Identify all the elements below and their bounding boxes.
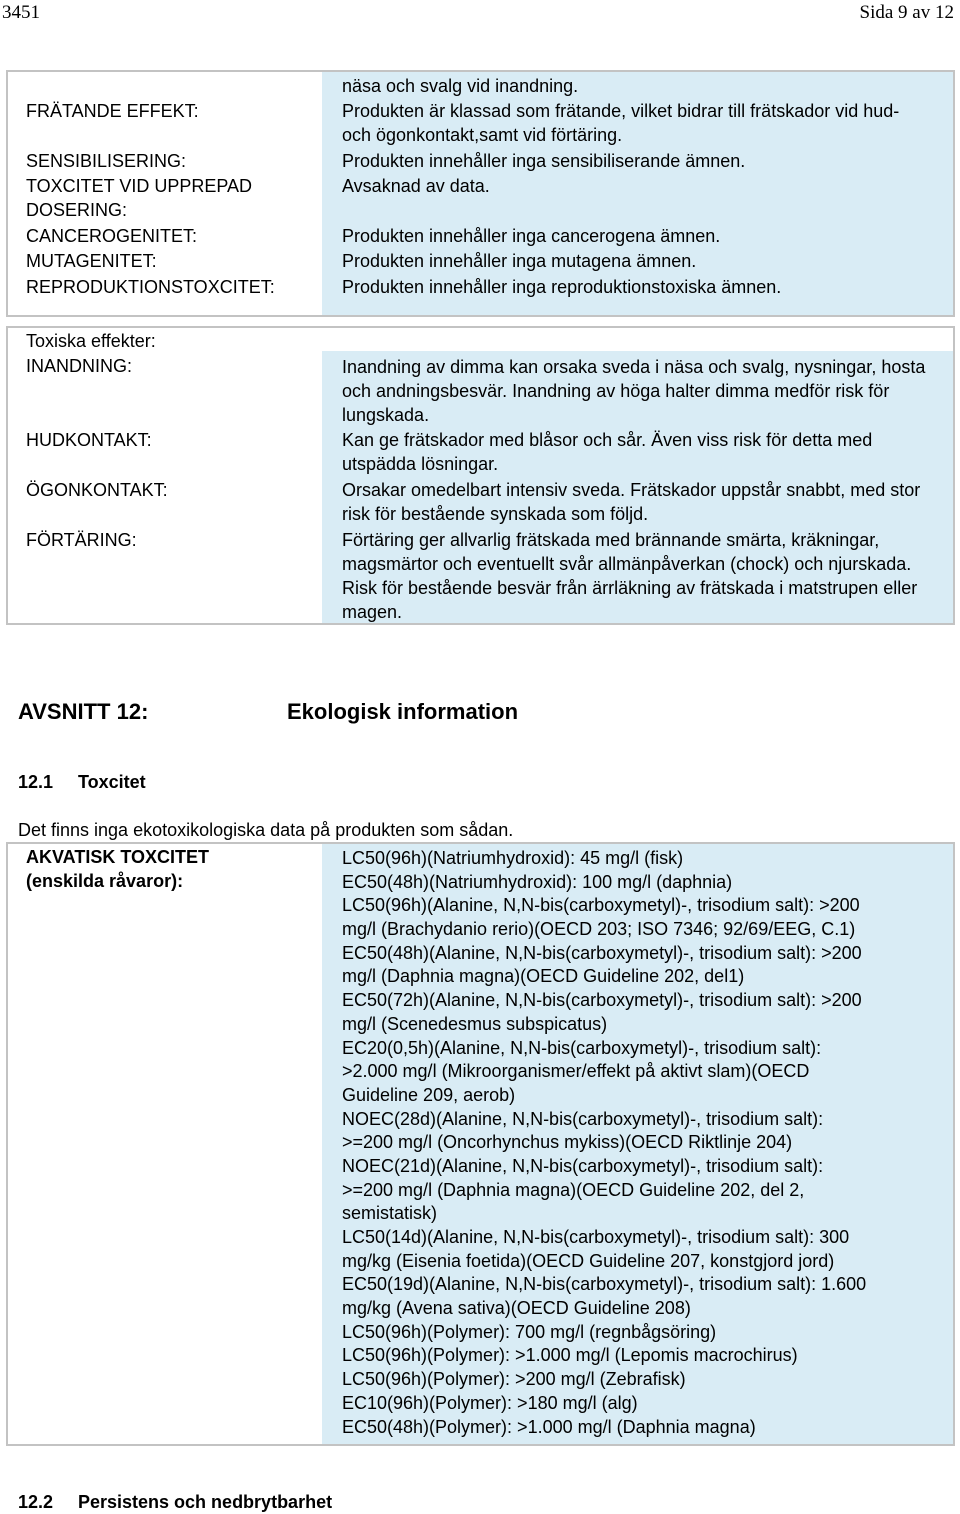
aquatic-label-sub: (enskilda råvaror): bbox=[26, 871, 184, 891]
row-value-inhalation: Inandning av dimma kan orsaka sveda i näsa och svalg, nysningar, hosta och andningsbesvär. Inandning av höga halter dimma medför risk för lungskada. bbox=[342, 357, 926, 425]
row-label-eye-contact: ÖGONKONTAKT: bbox=[26, 480, 168, 500]
aquatic-value-line: EC50(48h)(Alanine, N,N-bis(carboxymetyl)-, trisodium salt): >200 bbox=[342, 942, 862, 963]
section-number: AVSNITT 12: bbox=[18, 699, 149, 724]
row-value-skin-contact: Kan ge frätskador med blåsor och sår. Även viss risk för detta med utspädda lösningar. bbox=[342, 430, 873, 474]
aquatic-value-line: EC10(96h)(Polymer): >180 mg/l (alg) bbox=[342, 1392, 638, 1413]
document-number: 3451 bbox=[2, 2, 40, 23]
aquatic-value-line: mg/kg (Avena sativa)(OECD Guideline 208) bbox=[342, 1298, 691, 1319]
aquatic-value-line: mg/l (Scenedesmus subspicatus) bbox=[342, 1013, 608, 1034]
subsection-title: Toxcitet bbox=[78, 772, 146, 792]
aquatic-value-line: LC50(14d)(Alanine, N,N-bis(carboxymetyl)-, trisodium salt): 300 bbox=[342, 1227, 850, 1247]
aquatic-value-line: NOEC(21d)(Alanine, N,N-bis(carboxymetyl)-, trisodium salt): bbox=[342, 1155, 824, 1176]
row-value-eye-contact: Orsakar omedelbart intensiv sveda. Frätskador uppstår snabbt, med stor risk för bestående synskada som följd. bbox=[342, 480, 921, 524]
row-label-ingestion: FÖRTÄRING: bbox=[26, 530, 137, 550]
section-title: Ekologisk information bbox=[287, 699, 519, 724]
subsection-number: 12.1 bbox=[18, 772, 54, 792]
row-label-inhalation: INANDNING: bbox=[26, 356, 133, 376]
subsection-number: 12.2 bbox=[18, 1492, 54, 1512]
row-label-skin-contact: HUDKONTAKT: bbox=[26, 430, 152, 450]
ecotox-intro: Det finns inga ekotoxikologiska data på produkten som sådan. bbox=[18, 820, 514, 840]
aquatic-value-line: EC50(48h)(Polymer): >1.000 mg/l (Daphnia magna) bbox=[342, 1416, 756, 1437]
aquatic-toxicity-table bbox=[6, 842, 955, 1446]
toxic-effects-title: Toxiska effekter: bbox=[26, 331, 156, 351]
aquatic-value-line: >=200 mg/l (Daphnia magna)(OECD Guideline 202, del 2, bbox=[342, 1179, 805, 1200]
row-label-repeated-dose: TOXCITET VID UPPREPAD DOSERING: bbox=[26, 176, 253, 220]
row-label-reproductive-toxicity: REPRODUKTIONSTOXCITET: bbox=[26, 277, 275, 297]
aquatic-value-line: LC50(96h)(Polymer): >200 mg/l (Zebrafisk) bbox=[342, 1369, 686, 1390]
aquatic-label: AKVATISK TOXCITET bbox=[26, 847, 210, 867]
aquatic-value-line: EC50(72h)(Alanine, N,N-bis(carboxymetyl)-, trisodium salt): >200 bbox=[342, 990, 862, 1011]
aquatic-value-line: LC50(96h)(Natriumhydroxid): 45 mg/l (fisk) bbox=[342, 848, 684, 868]
aquatic-value-line: EC50(19d)(Alanine, N,N-bis(carboxymetyl)-, trisodium salt): 1.600 bbox=[342, 1274, 867, 1295]
toxic-effects-table bbox=[6, 326, 955, 625]
aquatic-value-line: mg/l (Daphnia magna)(OECD Guideline 202, del1) bbox=[342, 966, 745, 987]
page-indicator: Sida 9 av 12 bbox=[859, 2, 954, 23]
aquatic-value-line: Guideline 209, aerob) bbox=[342, 1084, 516, 1105]
row-value-carcinogenicity: Produkten innehåller inga cancerogena ämnen. bbox=[342, 226, 721, 246]
row-value-repeated-dose: Avsaknad av data. bbox=[342, 176, 490, 196]
aquatic-value-line: >=200 mg/l (Oncorhynchus mykiss)(OECD Riktlinje 204) bbox=[342, 1132, 793, 1153]
row-value-corrosive: Produkten är klassad som frätande, vilket bidrar till frätskador vid hud- och ögonkontakt,samt vid förtäring. bbox=[342, 101, 900, 145]
row-value-sensitisation: Produkten innehåller inga sensibiliserande ämnen. bbox=[342, 151, 746, 171]
toxicology-table bbox=[6, 70, 955, 317]
page-header bbox=[0, 0, 960, 26]
row-label-carcinogenicity: CANCEROGENITET: bbox=[26, 226, 198, 246]
aquatic-value-line: NOEC(28d)(Alanine, N,N-bis(carboxymetyl)-, trisodium salt): bbox=[342, 1108, 824, 1129]
aquatic-value-line: LC50(96h)(Polymer): >1.000 mg/l (Lepomis macrochirus) bbox=[342, 1345, 798, 1366]
row-value-ingestion: Förtäring ger allvarlig frätskada med brännande smärta, kräkningar, magsmärtor och eventuellt svår allmänpåverkan (chock) och njurskada. Risk för bestående besvär från ärrläkning av frätskada i matstrupen eller magen. bbox=[342, 530, 918, 622]
aquatic-value-line: LC50(96h)(Alanine, N,N-bis(carboxymetyl)-, trisodium salt): >200 bbox=[342, 895, 860, 916]
row-label-sensitisation: SENSIBILISERING: bbox=[26, 151, 187, 171]
aquatic-values bbox=[342, 846, 933, 1438]
continuation-text: näsa och svalg vid inandning. bbox=[342, 76, 579, 96]
aquatic-value-line: EC20(0,5h)(Alanine, N,N-bis(carboxymetyl)-, trisodium salt): bbox=[342, 1037, 822, 1058]
aquatic-value-line: mg/kg (Eisenia foetida)(OECD Guideline 207, konstgjord jord) bbox=[342, 1250, 835, 1271]
row-label-corrosive: FRÄTANDE EFFEKT: bbox=[26, 101, 199, 121]
aquatic-value-line: EC50(48h)(Natriumhydroxid): 100 mg/l (daphnia) bbox=[342, 871, 733, 892]
aquatic-value-line: LC50(96h)(Polymer): 700 mg/l (regnbågsöring) bbox=[342, 1321, 717, 1342]
aquatic-value-line: >2.000 mg/l (Mikroorganismer/effekt på aktivt slam)(OECD bbox=[342, 1061, 810, 1082]
row-value-reproductive-toxicity: Produkten innehåller inga reproduktionstoxiska ämnen. bbox=[342, 277, 782, 297]
row-label-mutagenicity: MUTAGENITET: bbox=[26, 251, 157, 271]
subsection-title: Persistens och nedbrytbarhet bbox=[78, 1492, 333, 1512]
aquatic-value-line: mg/l (Brachydanio rerio)(OECD 203; ISO 7346; 92/69/EEG, C.1) bbox=[342, 919, 856, 940]
aquatic-value-line: semistatisk) bbox=[342, 1203, 438, 1224]
row-value-mutagenicity: Produkten innehåller inga mutagena ämnen. bbox=[342, 251, 697, 271]
